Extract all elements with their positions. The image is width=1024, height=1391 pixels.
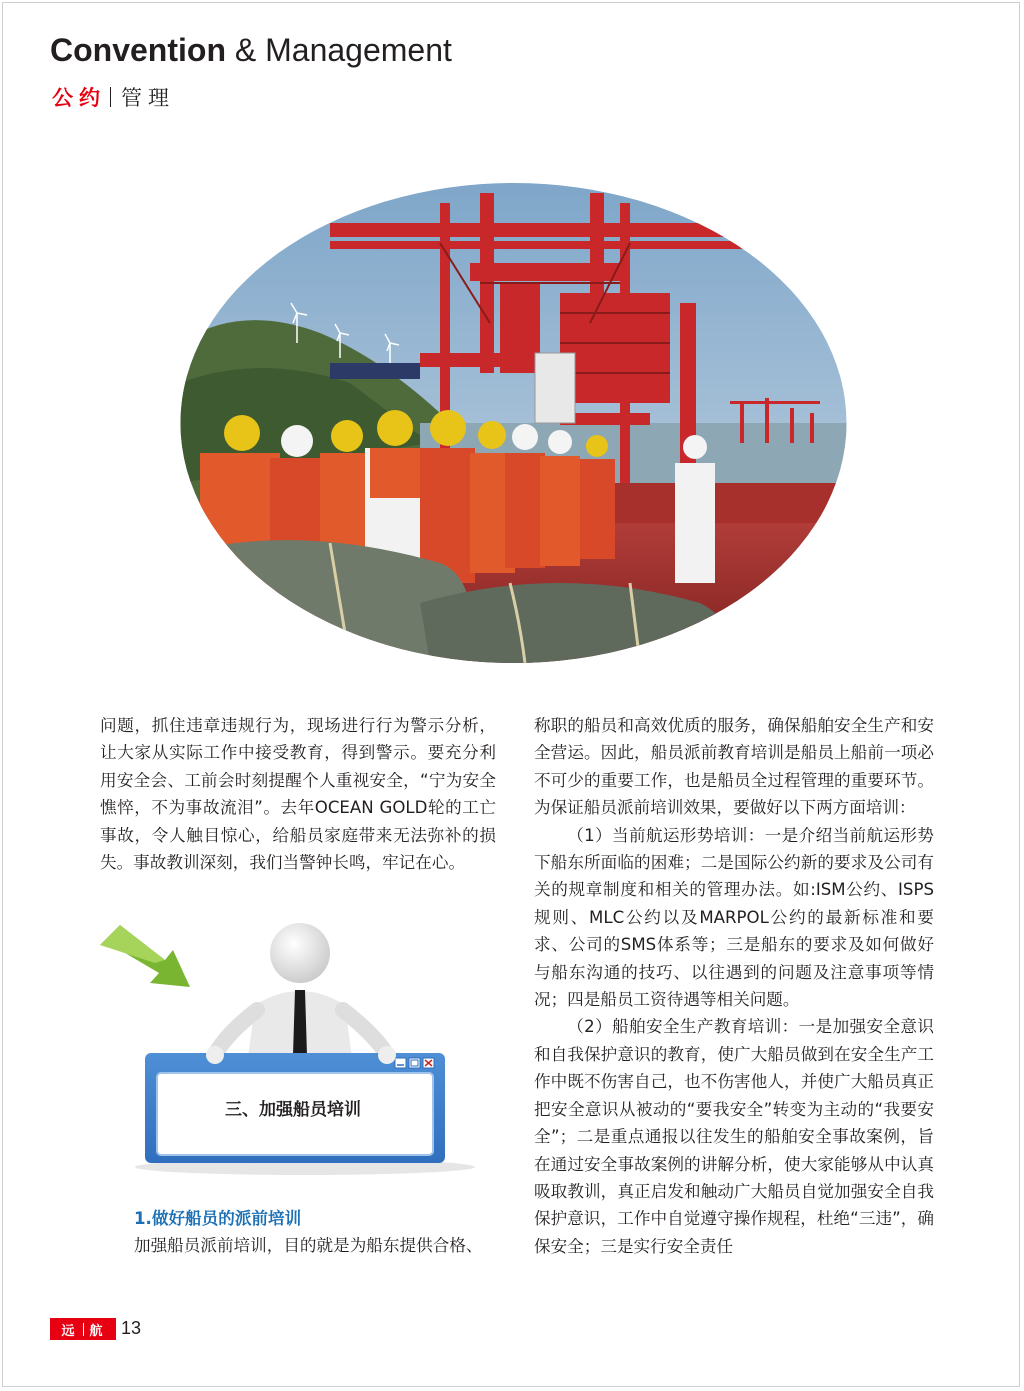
header-subtitle-black: 管理 — [121, 86, 175, 110]
magazine-badge — [50, 1318, 116, 1340]
page-number: 13 — [121, 1318, 142, 1338]
green-arrow-icon — [100, 925, 190, 987]
right-paragraph-3: （2）船舶安全生产教育培训：一是加强安全意识和自我保护意识的教育，使广大船员做到在安全生产工作中既不伤害自己，也不伤害他人，并使广大船员真正把安全意识从被动的“要我安全”转变为主动的“我要安全”；二是重点通报以往发生的船舶安全事故案例，旨在通过安全事故案例的讲解分析，使大家能够从中认真吸取教训，真正启发和触动广大船员自觉加强安全自我保护意识，工作中自觉遵守操作规程，杜绝“三违”，确保安全；三是实行安全责任 — [534, 1017, 934, 1256]
right-column-text — [534, 712, 934, 1260]
right-paragraph-2: （1）当前航运形势培训：一是介绍当前航运形势下船东所面临的困难；二是国际公约新的要求及公司有关的规章制度和相关的管理办法。如:ISM公约、ISPS规则、MLC公约以及MARPOL公约的最新标准和要求、公司的SMS体系等；三是船东的要求及如何做好与船东沟通的技巧、以往遇到的问题及注意事项等情况；四是船员工资待遇等相关问题。 — [534, 825, 934, 1010]
sub-heading: 1.做好船员的派前培训 — [134, 1209, 302, 1228]
badge-divider — [83, 1323, 84, 1336]
header-title — [50, 32, 452, 69]
section-title: 三、加强船员培训 — [225, 1100, 361, 1120]
section-illustration — [95, 915, 475, 1180]
right-paragraph-1: 称职的船员和高效优质的服务，确保船舶安全生产和安全营运。因此，船员派前教育培训是船员上船前一项必不可少的重要工作，也是船员全过程管理的重要环节。为保证船员派前培训效果，要做好以下两方面培训： — [534, 716, 934, 818]
figure-head-icon — [270, 923, 330, 983]
header-divider — [110, 87, 111, 107]
left-column-top-text — [100, 712, 496, 876]
window-controls-icon — [395, 1058, 434, 1068]
header-title-bold: Convention — [50, 32, 226, 68]
left-column-bottom-text — [134, 1232, 498, 1259]
left-paragraph-1: 问题，抓住违章违规行为，现场进行行为警示分析，让大家从实际工作中接受教育，得到警示。要充分利用安全会、工前会时刻提醒个人重视安全，“宁为安全憔悴，不为事故流泪”。去年OCEAN GOLD轮的工亡事故，令人触目惊心，给船员家庭带来无法弥补的损失。事故教训深刻，我们当警钟长鸣，牢记在心。 — [100, 716, 496, 873]
badge-left-char: 远 — [61, 1323, 77, 1339]
badge-right-char: 航 — [89, 1323, 105, 1339]
header-subtitle — [52, 82, 175, 112]
left-paragraph-2: 加强船员派前培训，目的就是为船东提供合格、 — [134, 1236, 483, 1255]
header-title-rest: & Management — [225, 32, 452, 68]
crew-drill-photo — [180, 183, 847, 663]
header-subtitle-red: 公约 — [52, 86, 106, 110]
